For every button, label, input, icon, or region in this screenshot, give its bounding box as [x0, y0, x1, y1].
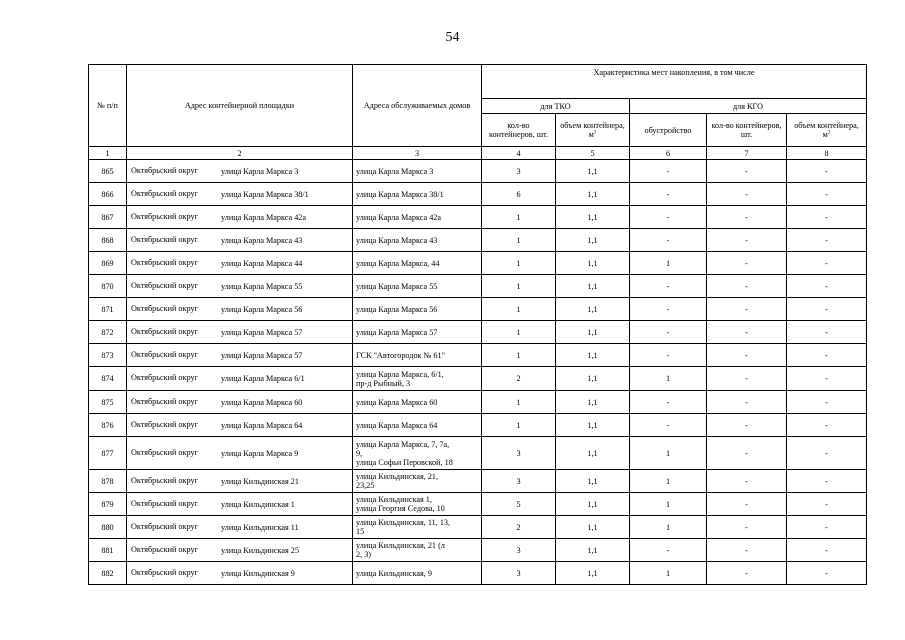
table-row [89, 229, 867, 252]
district: Октябрьский округ [131, 257, 198, 267]
kgo-equip: - [630, 229, 707, 252]
district: Октябрьский округ [131, 303, 198, 313]
site-address [127, 493, 353, 516]
table-row [89, 183, 867, 206]
table-row [89, 414, 867, 437]
row-number: 874 [89, 367, 127, 391]
kgo-volume: - [787, 367, 867, 391]
kgo-equip: - [630, 321, 707, 344]
site-address [127, 206, 353, 229]
waste-sites-table [88, 64, 867, 585]
kgo-equip: 1 [630, 516, 707, 539]
served-addresses: улица Кильдинская 1, улица Георгия Седова, 10 [353, 493, 482, 516]
street: улица Карла Маркса 64 [221, 420, 303, 430]
tko-volume: 1,1 [556, 493, 630, 516]
tko-volume: 1,1 [556, 183, 630, 206]
row-number: 871 [89, 298, 127, 321]
street: улица Карла Маркса 3 [221, 166, 299, 176]
tko-count: 1 [482, 391, 556, 414]
kgo-count: - [707, 562, 787, 585]
street: улица Карла Маркса 6/1 [221, 374, 305, 383]
district: Октябрьский округ [131, 373, 198, 383]
table-row [89, 437, 867, 470]
row-number: 865 [89, 160, 127, 183]
site-address [127, 539, 353, 562]
tko-volume: 1,1 [556, 516, 630, 539]
tko-count: 3 [482, 562, 556, 585]
col-number: 7 [707, 147, 787, 160]
table-row [89, 206, 867, 229]
site-address [127, 160, 353, 183]
kgo-count: - [707, 206, 787, 229]
district: Октябрьский округ [131, 419, 198, 429]
kgo-equip: 1 [630, 252, 707, 275]
kgo-count: - [707, 321, 787, 344]
col-number: 1 [89, 147, 127, 160]
district: Октябрьский округ [131, 475, 198, 485]
row-number: 873 [89, 344, 127, 367]
kgo-volume: - [787, 493, 867, 516]
district: Октябрьский округ [131, 280, 198, 290]
street: улица Карла Маркса 38/1 [221, 189, 309, 199]
site-address [127, 367, 353, 391]
row-number: 876 [89, 414, 127, 437]
kgo-volume: - [787, 206, 867, 229]
row-number: 867 [89, 206, 127, 229]
tko-count: 2 [482, 367, 556, 391]
kgo-volume: - [787, 183, 867, 206]
table-row [89, 516, 867, 539]
served-addresses: улица Кильдинская, 21 (л 2, 3) [353, 539, 482, 562]
tko-count: 2 [482, 516, 556, 539]
header-kgo: для КГО [630, 99, 867, 114]
column-numbers-row [89, 147, 867, 160]
table-row [89, 160, 867, 183]
served-addresses: улица Карла Маркса 55 [353, 275, 482, 298]
tko-count: 1 [482, 275, 556, 298]
tko-volume: 1,1 [556, 391, 630, 414]
served-addresses: улица Кильдинская, 11, 13, 15 [353, 516, 482, 539]
tko-volume: 1,1 [556, 229, 630, 252]
served-addresses: улица Карла Маркса 56 [353, 298, 482, 321]
tko-count: 1 [482, 298, 556, 321]
kgo-volume: - [787, 344, 867, 367]
kgo-volume: - [787, 275, 867, 298]
tko-volume: 1,1 [556, 252, 630, 275]
row-number: 868 [89, 229, 127, 252]
served-addresses: улица Карла Маркса, 44 [353, 252, 482, 275]
served-addresses: улица Карла Маркса 64 [353, 414, 482, 437]
col-number: 8 [787, 147, 867, 160]
header-address: Адрес контейнерной площадки [127, 65, 353, 147]
kgo-count: - [707, 414, 787, 437]
header-tko: для ТКО [482, 99, 630, 114]
site-address [127, 414, 353, 437]
site-address [127, 391, 353, 414]
street: улица Карла Маркса 42а [221, 212, 307, 222]
row-number: 875 [89, 391, 127, 414]
kgo-count: - [707, 298, 787, 321]
table-row [89, 367, 867, 391]
tko-count: 1 [482, 206, 556, 229]
table-row [89, 493, 867, 516]
kgo-equip: 1 [630, 562, 707, 585]
street: улица Карла Маркса 44 [221, 258, 303, 268]
table-row [89, 344, 867, 367]
tko-count: 1 [482, 344, 556, 367]
table-row [89, 391, 867, 414]
kgo-count: - [707, 229, 787, 252]
tko-count: 3 [482, 539, 556, 562]
tko-count: 6 [482, 183, 556, 206]
tko-count: 3 [482, 470, 556, 493]
site-address [127, 252, 353, 275]
tko-count: 1 [482, 414, 556, 437]
row-number: 882 [89, 562, 127, 585]
col-number: 6 [630, 147, 707, 160]
street: улица Карла Маркса 43 [221, 235, 303, 245]
kgo-volume: - [787, 160, 867, 183]
table-body [89, 160, 867, 585]
row-number: 877 [89, 437, 127, 470]
street: улица Кильдинская 25 [221, 545, 299, 555]
table-row [89, 298, 867, 321]
kgo-count: - [707, 437, 787, 470]
kgo-equip: 1 [630, 470, 707, 493]
kgo-volume: - [787, 298, 867, 321]
site-address [127, 344, 353, 367]
kgo-count: - [707, 367, 787, 391]
kgo-count: - [707, 160, 787, 183]
site-address [127, 183, 353, 206]
street: улица Кильдинская 11 [221, 522, 299, 532]
kgo-count: - [707, 470, 787, 493]
header-kgo-volume: объем контейнера, $м^3$ [787, 114, 867, 147]
district: Октябрьский округ [131, 521, 198, 531]
tko-count: 1 [482, 321, 556, 344]
tko-volume: 1,1 [556, 344, 630, 367]
tko-volume: 1,1 [556, 470, 630, 493]
street: улица Карла Маркса 9 [221, 448, 299, 458]
kgo-volume: - [787, 252, 867, 275]
table-row [89, 275, 867, 298]
table-row [89, 539, 867, 562]
row-number: 866 [89, 183, 127, 206]
header-served: Адреса обслуживаемых домов [353, 65, 482, 147]
kgo-volume: - [787, 391, 867, 414]
kgo-equip: - [630, 160, 707, 183]
street: улица Карла Маркса 60 [221, 397, 303, 407]
site-address [127, 437, 353, 470]
served-addresses: улица Карла Маркса, 7, 7а, 9, улица Софьи Перовской, 18 [353, 437, 482, 470]
district: Октябрьский округ [131, 567, 198, 577]
tko-volume: 1,1 [556, 160, 630, 183]
district: Октябрьский округ [131, 188, 198, 198]
tko-count: 1 [482, 252, 556, 275]
served-addresses: улица Карла Маркса, 6/1, пр-д Рыбный, 3 [353, 367, 482, 391]
kgo-count: - [707, 391, 787, 414]
site-address [127, 470, 353, 493]
kgo-equip: - [630, 275, 707, 298]
street: улица Карла Маркса 56 [221, 304, 303, 314]
kgo-volume: - [787, 437, 867, 470]
kgo-equip: - [630, 298, 707, 321]
row-number: 872 [89, 321, 127, 344]
district: Октябрьский округ [131, 544, 198, 554]
served-addresses: ГСК "Автогородок № 61" [353, 344, 482, 367]
kgo-equip: - [630, 183, 707, 206]
kgo-equip: - [630, 206, 707, 229]
kgo-count: - [707, 183, 787, 206]
header-kgo-equip: обустройство [630, 114, 707, 147]
tko-volume: 1,1 [556, 414, 630, 437]
site-address [127, 275, 353, 298]
district: Октябрьский округ [131, 349, 198, 359]
row-number: 879 [89, 493, 127, 516]
tko-count: 5 [482, 493, 556, 516]
street: улица Кильдинская 1 [221, 499, 295, 509]
district: Октябрьский округ [131, 396, 198, 406]
table-row [89, 252, 867, 275]
tko-volume: 1,1 [556, 275, 630, 298]
tko-volume: 1,1 [556, 562, 630, 585]
kgo-equip: - [630, 414, 707, 437]
district: Октябрьский округ [131, 234, 198, 244]
site-address [127, 229, 353, 252]
site-address [127, 298, 353, 321]
district: Октябрьский округ [131, 498, 198, 508]
header-kgo-count: кол-во контейнеров, шт. [707, 114, 787, 147]
kgo-equip: - [630, 344, 707, 367]
kgo-volume: - [787, 229, 867, 252]
tko-volume: 1,1 [556, 367, 630, 391]
served-addresses: улица Карла Маркса 43 [353, 229, 482, 252]
row-number: 878 [89, 470, 127, 493]
kgo-equip: 1 [630, 367, 707, 391]
row-number: 881 [89, 539, 127, 562]
page-number: 54 [445, 30, 460, 45]
tko-volume: 1,1 [556, 206, 630, 229]
header-characteristics: Характеристика мест накопления, в том числе [482, 65, 867, 99]
tko-volume: 1,1 [556, 321, 630, 344]
kgo-count: - [707, 539, 787, 562]
site-address [127, 562, 353, 585]
table-row [89, 562, 867, 585]
tko-count: 3 [482, 160, 556, 183]
served-addresses: улица Карла Маркса 60 [353, 391, 482, 414]
served-addresses: улица Карла Маркса 42а [353, 206, 482, 229]
row-number: 869 [89, 252, 127, 275]
kgo-count: - [707, 344, 787, 367]
street: улица Кильдинская 9 [221, 568, 295, 578]
row-number: 880 [89, 516, 127, 539]
kgo-volume: - [787, 470, 867, 493]
kgo-count: - [707, 252, 787, 275]
district: Октябрьский округ [131, 326, 198, 336]
tko-volume: 1,1 [556, 437, 630, 470]
kgo-equip: 1 [630, 437, 707, 470]
served-addresses: улица Кильдинская, 9 [353, 562, 482, 585]
district: Октябрьский округ [131, 165, 198, 175]
district: Октябрьский округ [131, 211, 198, 221]
kgo-equip: 1 [630, 493, 707, 516]
kgo-volume: - [787, 321, 867, 344]
site-address [127, 321, 353, 344]
served-addresses: улица Карла Маркса 38/1 [353, 183, 482, 206]
street: улица Карла Маркса 57 [221, 350, 303, 360]
street: улица Кильдинская 21 [221, 476, 299, 486]
col-number: 5 [556, 147, 630, 160]
col-number: 2 [127, 147, 353, 160]
kgo-volume: - [787, 539, 867, 562]
served-addresses: улица Карла Маркса 57 [353, 321, 482, 344]
table-row [89, 470, 867, 493]
kgo-volume: - [787, 516, 867, 539]
col-number: 4 [482, 147, 556, 160]
kgo-equip: - [630, 539, 707, 562]
header-num: № п/п [89, 65, 127, 147]
header-tko-count: кол-во контейнеров, шт. [482, 114, 556, 147]
street: улица Карла Маркса 57 [221, 327, 303, 337]
kgo-volume: - [787, 414, 867, 437]
tko-count: 1 [482, 229, 556, 252]
col-number: 3 [353, 147, 482, 160]
kgo-count: - [707, 275, 787, 298]
table-row [89, 321, 867, 344]
served-addresses: улица Кильдинская, 21, 23,25 [353, 470, 482, 493]
tko-volume: 1,1 [556, 298, 630, 321]
kgo-volume: - [787, 562, 867, 585]
row-number: 870 [89, 275, 127, 298]
street: улица Карла Маркса 55 [221, 281, 303, 291]
header-tko-volume: объем контейнера, $м^3$ [556, 114, 630, 147]
served-addresses: улица Карла Маркса 3 [353, 160, 482, 183]
tko-count: 3 [482, 437, 556, 470]
district: Октябрьский округ [131, 447, 198, 457]
kgo-equip: - [630, 391, 707, 414]
tko-volume: 1,1 [556, 539, 630, 562]
kgo-count: - [707, 516, 787, 539]
kgo-count: - [707, 493, 787, 516]
site-address [127, 516, 353, 539]
